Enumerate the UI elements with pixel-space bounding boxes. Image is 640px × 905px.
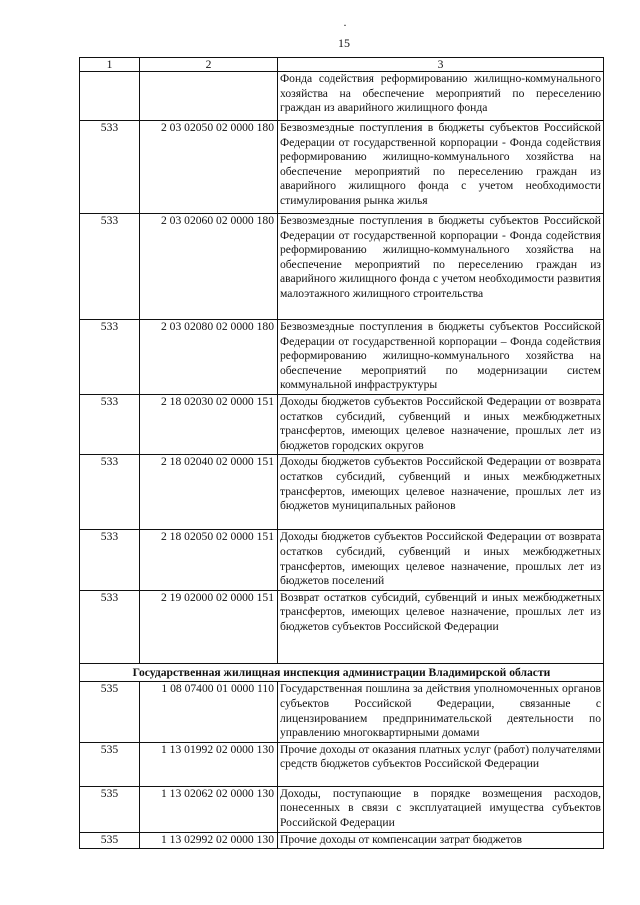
admin-code-cell: 533 (80, 530, 140, 590)
description-cell: Безвозмездные поступления в бюджеты субъектов Российской Федерации от государственной корпорации - Фонда содействия реформированию жилищно-коммунального хозяйства на обеспечение мероприятий по переселению граждан из аварийного жилищного фонда с учетом необходимости развития малоэтажного жилищного строительства (278, 214, 604, 320)
section-title: Государственная жилищная инспекция администрации Владимирской области (80, 663, 604, 682)
description-cell: Государственная пошлина за действия уполномоченных органов субъектов Российской Федерации, связанные с лицензированием предпринимательской деятельности по управлению многоквартирными домами (278, 682, 604, 742)
empty-cell (80, 72, 140, 121)
admin-code-cell: 535 (80, 786, 140, 832)
admin-code-cell: 533 (80, 121, 140, 214)
table-row (80, 832, 604, 849)
table-row (80, 682, 604, 742)
table-row (80, 121, 604, 214)
table-row (80, 395, 604, 455)
budget-code-cell: 2 03 02050 02 0000 180 (140, 121, 278, 214)
description-cell: Возврат остатков субсидий, субвенций и иных межбюджетных трансфертов, имеющих целевое назначение, прошлых лет из бюджетов субъектов Российской Федерации (278, 590, 604, 663)
section-header-row (80, 663, 604, 682)
budget-code-cell: 2 03 02080 02 0000 180 (140, 320, 278, 395)
table-row (80, 530, 604, 590)
description-cell: Фонда содействия реформированию жилищно-коммунального хозяйства на обеспечение мероприятий по переселению граждан из аварийного жилищного фонда (278, 72, 604, 121)
budget-code-cell: 2 18 02040 02 0000 151 (140, 455, 278, 530)
budget-code-cell: 1 13 02992 02 0000 130 (140, 832, 278, 849)
description-cell: Прочие доходы от оказания платных услуг (работ) получателями средств бюджетов субъектов Российской Федерации (278, 742, 604, 786)
header-col-2: 2 (140, 58, 278, 72)
table-row (80, 590, 604, 663)
budget-code-cell: 2 19 02000 02 0000 151 (140, 590, 278, 663)
admin-code-cell: 533 (80, 395, 140, 455)
admin-code-cell: 535 (80, 682, 140, 742)
description-cell: Доходы бюджетов субъектов Российской Федерации от возврата остатков субсидий, субвенций и иных межбюджетных трансфертов, имеющих целевое назначение, прошлых лет из бюджетов городских округов (278, 395, 604, 455)
budget-code-cell: 1 08 07400 01 0000 110 (140, 682, 278, 742)
admin-code-cell: 533 (80, 455, 140, 530)
admin-code-cell: 533 (80, 590, 140, 663)
admin-code-cell: 533 (80, 214, 140, 320)
budget-code-cell: 2 18 02050 02 0000 151 (140, 530, 278, 590)
budget-code-cell: 1 13 01992 02 0000 130 (140, 742, 278, 786)
budget-code-cell: 1 13 02062 02 0000 130 (140, 786, 278, 832)
description-cell: Доходы бюджетов субъектов Российской Федерации от возврата остатков субсидий, субвенций и иных межбюджетных трансфертов, имеющих целевое назначение, прошлых лет из бюджетов муниципальных районов (278, 455, 604, 530)
header-col-1: 1 (80, 58, 140, 72)
table-row (80, 786, 604, 832)
description-cell: Безвозмездные поступления в бюджеты субъектов Российской Федерации от государственной корпорации – Фонда содействия реформированию жилищно-коммунального хозяйства на обеспечение мероприятий по модернизации систем коммунальной инфраструктуры (278, 320, 604, 395)
description-cell: Доходы, поступающие в порядке возмещения расходов, понесенных в связи с эксплуатацией имущества субъектов Российской Федерации (278, 786, 604, 832)
description-cell: Безвозмездные поступления в бюджеты субъектов Российской Федерации от государственной корпорации - Фонда содействия реформированию жилищно-коммунального хозяйства на обеспечение мероприятий по переселению граждан из аварийного жилищного фонда с учетом необходимости стимулирования рынка жилья (278, 121, 604, 214)
table-row (80, 214, 604, 320)
table-header-row (80, 58, 604, 72)
budget-code-cell: 2 03 02060 02 0000 180 (140, 214, 278, 320)
description-cell: Прочие доходы от компенсации затрат бюджетов (278, 832, 604, 849)
empty-cell (140, 72, 278, 121)
table-row (80, 320, 604, 395)
page-mark: · (343, 18, 347, 32)
table-row (80, 455, 604, 530)
admin-code-cell: 535 (80, 742, 140, 786)
table-row-continuation (80, 72, 604, 121)
income-codes-table (79, 57, 604, 849)
page-number: 15 (338, 36, 350, 50)
admin-code-cell: 533 (80, 320, 140, 395)
description-cell: Доходы бюджетов субъектов Российской Федерации от возврата остатков субсидий, субвенций и иных межбюджетных трансфертов, имеющих целевое назначение, прошлых лет из бюджетов поселений (278, 530, 604, 590)
header-col-3: 3 (278, 58, 604, 72)
table-row (80, 742, 604, 786)
admin-code-cell: 535 (80, 832, 140, 849)
budget-code-cell: 2 18 02030 02 0000 151 (140, 395, 278, 455)
